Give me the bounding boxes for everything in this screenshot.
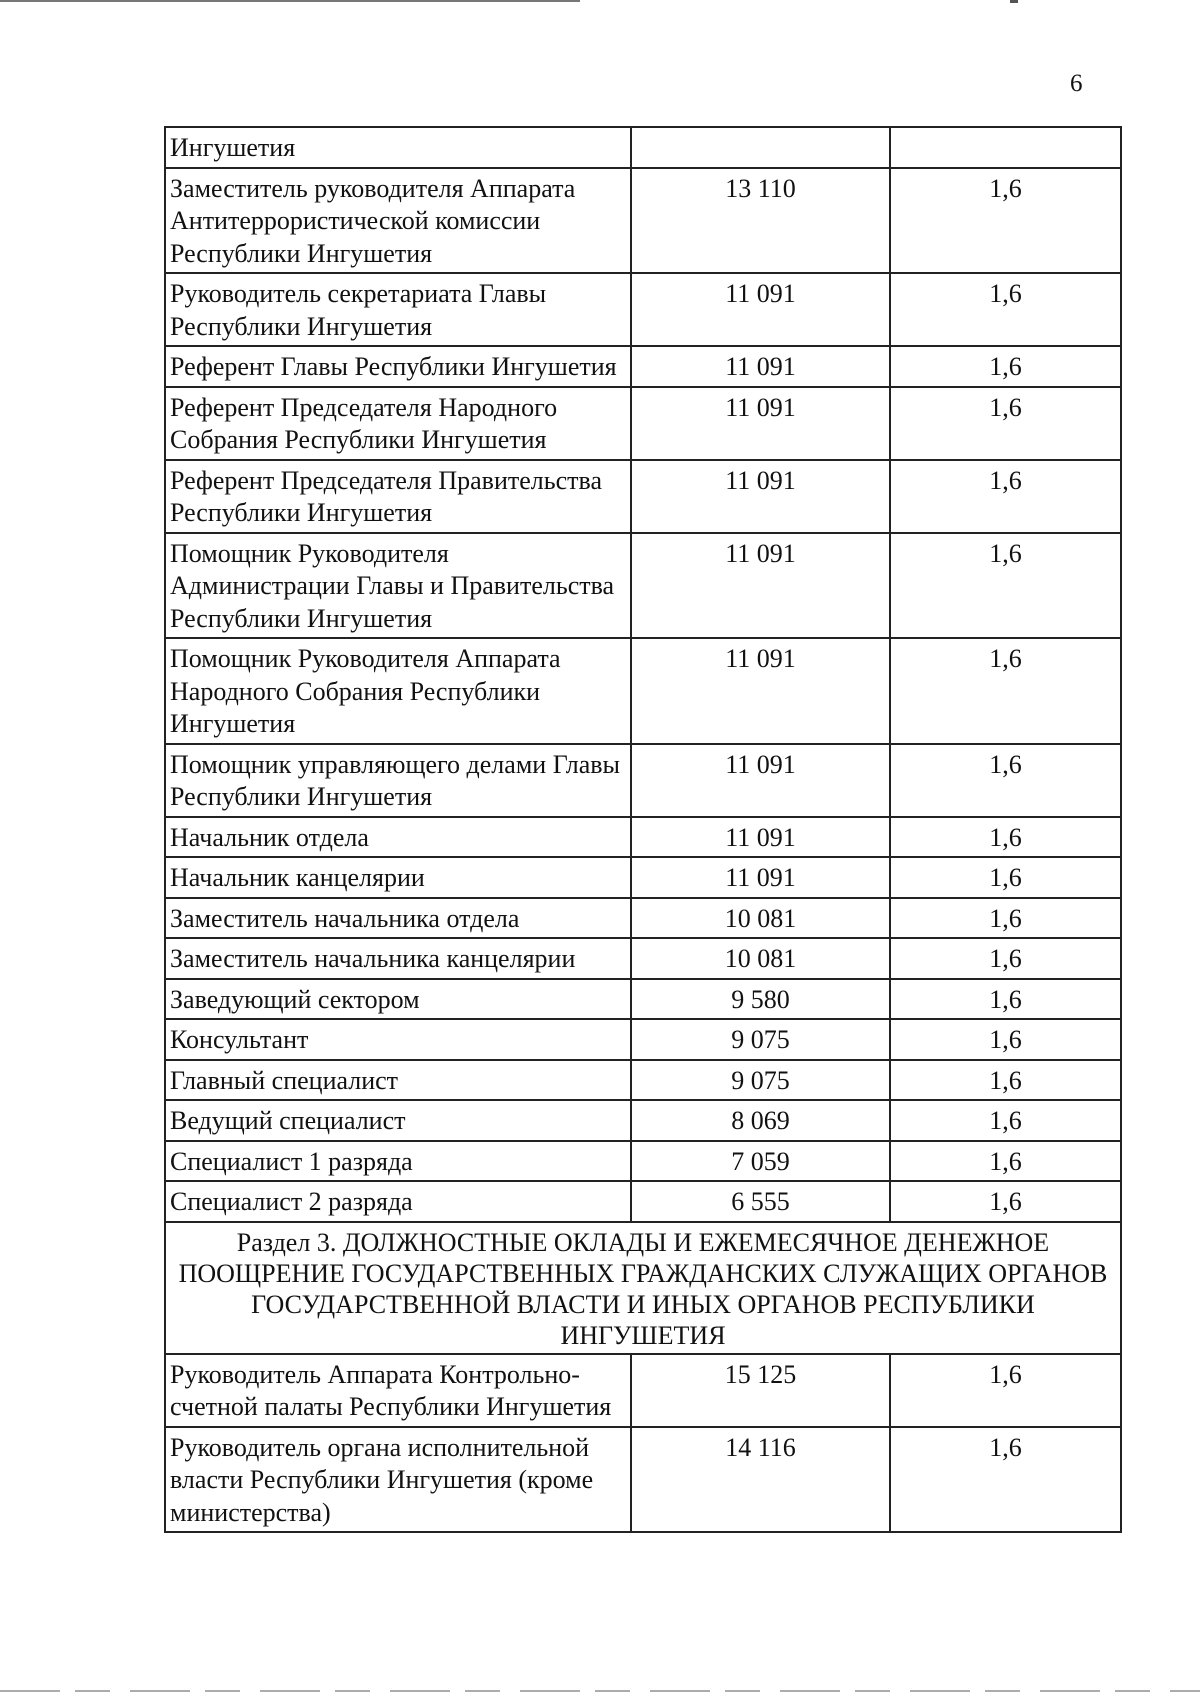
coefficient-cell: 1,6: [890, 273, 1121, 346]
salary-cell: 11 091: [631, 638, 890, 744]
page-number: 6: [1070, 70, 1083, 97]
coefficient-cell: 1,6: [890, 638, 1121, 744]
scan-edge-top-right: [1010, 0, 1018, 3]
table-row: [165, 744, 1121, 817]
table-row: [165, 273, 1121, 346]
coefficient-cell: 1,6: [890, 898, 1121, 939]
salary-cell: 9 580: [631, 979, 890, 1020]
table-row: [165, 1060, 1121, 1101]
salary-table-body: [165, 127, 1121, 1532]
coefficient-cell: 1,6: [890, 1100, 1121, 1141]
table-row: [165, 168, 1121, 274]
position-name-cell: Референт Главы Республики Ингушетия: [165, 346, 631, 387]
table-row: [165, 1019, 1121, 1060]
coefficient-cell: 1,6: [890, 346, 1121, 387]
coefficient-cell: 1,6: [890, 533, 1121, 639]
salary-cell: 11 091: [631, 346, 890, 387]
position-name-cell: Референт Председателя Народного Собрания Республики Ингушетия: [165, 387, 631, 460]
position-name-cell: Руководитель секретариата Главы Республики Ингушетия: [165, 273, 631, 346]
coefficient-cell: 1,6: [890, 168, 1121, 274]
coefficient-cell: [890, 127, 1121, 168]
salary-cell: 10 081: [631, 898, 890, 939]
position-name-cell: Специалист 1 разряда: [165, 1141, 631, 1182]
table-row: [165, 1181, 1121, 1222]
salary-cell: 11 091: [631, 273, 890, 346]
position-name-cell: Референт Председателя Правительства Республики Ингушетия: [165, 460, 631, 533]
position-name-cell: Заместитель руководителя Аппарата Антитеррористической комиссии Республики Ингушетия: [165, 168, 631, 274]
salary-cell: 7 059: [631, 1141, 890, 1182]
position-name-cell: Консультант: [165, 1019, 631, 1060]
position-name-cell: Помощник управляющего делами Главы Республики Ингушетия: [165, 744, 631, 817]
salary-cell: [631, 127, 890, 168]
section-row: [165, 1222, 1121, 1354]
position-name-cell: Заместитель начальника отдела: [165, 898, 631, 939]
table-row: [165, 346, 1121, 387]
table-row: [165, 979, 1121, 1020]
coefficient-cell: 1,6: [890, 1427, 1121, 1533]
table-row: [165, 1100, 1121, 1141]
salary-cell: 15 125: [631, 1354, 890, 1427]
coefficient-cell: 1,6: [890, 1141, 1121, 1182]
coefficient-cell: 1,6: [890, 857, 1121, 898]
salary-table: [164, 126, 1122, 1533]
table-row: [165, 817, 1121, 858]
position-name-cell: Специалист 2 разряда: [165, 1181, 631, 1222]
coefficient-cell: 1,6: [890, 979, 1121, 1020]
salary-cell: 11 091: [631, 857, 890, 898]
scan-edge-top-left: [0, 0, 580, 2]
position-name-cell: Начальник отдела: [165, 817, 631, 858]
position-name-cell: Заведующий сектором: [165, 979, 631, 1020]
position-name-cell: Заместитель начальника канцелярии: [165, 938, 631, 979]
position-name-cell: Ингушетия: [165, 127, 631, 168]
section-title: Раздел 3. ДОЛЖНОСТНЫЕ ОКЛАДЫ И ЕЖЕМЕСЯЧНОЕ ДЕНЕЖНОЕ ПООЩРЕНИЕ ГОСУДАРСТВЕННЫХ ГРАЖДАНСКИХ СЛУЖАЩИХ ОРГАНОВ ГОСУДАРСТВЕННОЙ ВЛАСТИ И ИНЫХ ОРГАНОВ РЕСПУБЛИКИ ИНГУШЕТИЯ: [165, 1222, 1121, 1354]
coefficient-cell: 1,6: [890, 1060, 1121, 1101]
table-row: [165, 1427, 1121, 1533]
coefficient-cell: 1,6: [890, 817, 1121, 858]
table-row: [165, 938, 1121, 979]
coefficient-cell: 1,6: [890, 387, 1121, 460]
position-name-cell: Главный специалист: [165, 1060, 631, 1101]
scan-edge-bottom: [0, 1690, 1200, 1692]
coefficient-cell: 1,6: [890, 1181, 1121, 1222]
coefficient-cell: 1,6: [890, 1354, 1121, 1427]
table-row: [165, 1354, 1121, 1427]
table-row: [165, 1141, 1121, 1182]
coefficient-cell: 1,6: [890, 460, 1121, 533]
position-name-cell: Помощник Руководителя Администрации Главы и Правительства Республики Ингушетия: [165, 533, 631, 639]
table-row: [165, 533, 1121, 639]
table-row: [165, 857, 1121, 898]
position-name-cell: Начальник канцелярии: [165, 857, 631, 898]
table-row: [165, 387, 1121, 460]
salary-cell: 11 091: [631, 387, 890, 460]
coefficient-cell: 1,6: [890, 938, 1121, 979]
salary-cell: 8 069: [631, 1100, 890, 1141]
position-name-cell: Помощник Руководителя Аппарата Народного Собрания Республики Ингушетия: [165, 638, 631, 744]
salary-cell: 10 081: [631, 938, 890, 979]
salary-cell: 6 555: [631, 1181, 890, 1222]
table-row: [165, 460, 1121, 533]
table-row: [165, 898, 1121, 939]
salary-cell: 11 091: [631, 817, 890, 858]
coefficient-cell: 1,6: [890, 744, 1121, 817]
position-name-cell: Ведущий специалист: [165, 1100, 631, 1141]
table-row: [165, 638, 1121, 744]
salary-cell: 11 091: [631, 533, 890, 639]
salary-cell: 11 091: [631, 460, 890, 533]
position-name-cell: Руководитель органа исполнительной власти Республики Ингушетия (кроме министерства): [165, 1427, 631, 1533]
salary-cell: 11 091: [631, 744, 890, 817]
salary-cell: 9 075: [631, 1019, 890, 1060]
coefficient-cell: 1,6: [890, 1019, 1121, 1060]
table-row: [165, 127, 1121, 168]
salary-cell: 14 116: [631, 1427, 890, 1533]
position-name-cell: Руководитель Аппарата Контрольно-счетной палаты Республики Ингушетия: [165, 1354, 631, 1427]
salary-cell: 13 110: [631, 168, 890, 274]
salary-cell: 9 075: [631, 1060, 890, 1101]
